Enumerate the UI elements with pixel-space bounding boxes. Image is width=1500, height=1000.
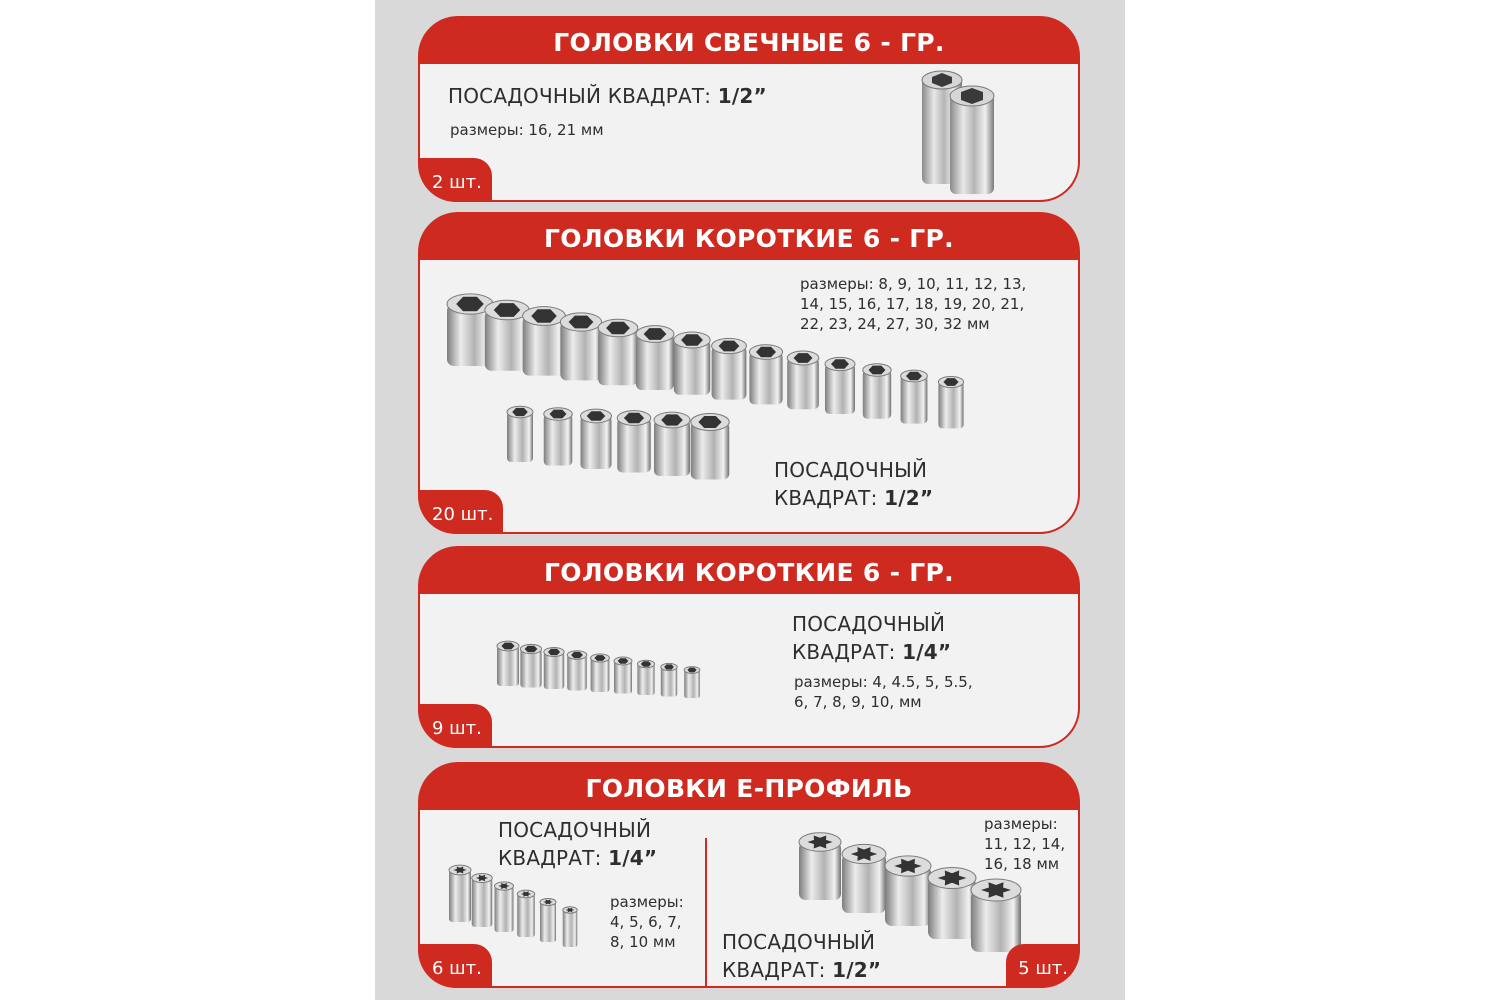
section-divider — [705, 838, 707, 988]
socket-icon — [485, 300, 529, 371]
socket-icon — [544, 408, 573, 466]
section-title: ГОЛОВКИ СВЕЧНЫЕ 6 - ГР. — [553, 28, 945, 57]
section-short-hex-sockets-quarter-inch — [418, 546, 1080, 748]
socket-icon — [799, 833, 841, 900]
section-title: ГОЛОВКИ КОРОТКИЕ 6 - ГР. — [544, 558, 954, 587]
socket-icon — [842, 844, 886, 913]
socket-icon — [691, 414, 730, 480]
socket-icon — [938, 376, 963, 428]
square-spec: ПОСАДОЧНЫЙ КВАДРАТ: 1/4” — [792, 612, 952, 664]
socket-icon — [517, 890, 535, 937]
socket-icon — [674, 332, 710, 395]
socket-icon — [617, 411, 651, 473]
socket-icon — [787, 351, 819, 409]
socket-icon — [863, 364, 891, 419]
socket-icon — [928, 867, 976, 939]
spark-plug-sockets-image — [910, 70, 1020, 198]
left-sizes-text: размеры: 4, 5, 6, 7, 8, 10 мм — [610, 893, 684, 951]
count-badge: 20 шт. — [418, 490, 503, 534]
small-hex-sockets-image — [494, 632, 714, 722]
socket-icon — [520, 644, 541, 687]
section-body — [420, 810, 1078, 986]
socket-icon — [885, 856, 931, 926]
e-profile-small-sockets-image — [446, 856, 596, 956]
socket-icon — [971, 879, 1021, 952]
right-square-spec: ПОСАДОЧНЫЙ КВАДРАТ: 1/2” — [722, 930, 882, 982]
section-title: ГОЛОВКИ КОРОТКИЕ 6 - ГР. — [544, 224, 954, 253]
e-profile-large-sockets-image — [792, 826, 1032, 946]
socket-icon — [560, 313, 601, 380]
socket-icon — [544, 648, 564, 689]
square-spec: ПОСАДОЧНЫЙ КВАДРАТ: 1/2” — [448, 84, 767, 108]
socket-icon — [684, 667, 700, 698]
section-body — [420, 64, 1078, 200]
section-short-hex-sockets-half-inch — [418, 212, 1080, 534]
socket-icon — [581, 409, 612, 469]
right-sizes-text: размеры: 11, 12, 14, 16, 18 мм — [984, 815, 1066, 873]
socket-icon — [825, 357, 855, 414]
section-body — [420, 260, 1078, 532]
count-badge: 9 шт. — [418, 704, 492, 748]
socket-icon — [523, 307, 566, 376]
socket-icon — [636, 326, 674, 390]
socket-icon — [563, 907, 578, 947]
socket-icon — [654, 412, 690, 476]
left-square-spec: ПОСАДОЧНЫЙ КВАДРАТ: 1/4” — [498, 818, 658, 870]
socket-icon — [472, 873, 493, 927]
sizes-text: размеры: 4, 4.5, 5, 5.5, 6, 7, 8, 9, 10, мм — [794, 673, 973, 711]
socket-icon — [567, 651, 587, 691]
sizes-text: размеры: 16, 21 мм — [450, 121, 604, 139]
socket-icon — [598, 319, 638, 385]
sizes-text: размеры: 8, 9, 10, 11, 12, 13, 14, 15, 16, 17, 18, 19, 20, 21, 22, 23, 24, 27, 30, 32 мм — [800, 275, 1027, 333]
section-e-profile-sockets — [418, 762, 1080, 988]
section-spark-plug-sockets — [418, 16, 1080, 202]
socket-icon — [712, 338, 747, 399]
square-spec: ПОСАДОЧНЫЙ КВАДРАТ: 1/2” — [774, 458, 934, 510]
socket-icon — [507, 406, 533, 462]
socket-icon — [591, 654, 610, 692]
socket-icon — [497, 641, 519, 686]
section-body — [420, 594, 1078, 746]
socket-icon — [614, 657, 632, 693]
socket-icon — [540, 898, 556, 942]
section-title: ГОЛОВКИ Е-ПРОФИЛЬ — [585, 774, 913, 803]
left-count-badge: 6 шт. — [418, 944, 492, 988]
socket-icon — [661, 663, 677, 696]
count-badge: 2 шт. — [418, 158, 492, 202]
socket-icon — [449, 865, 471, 922]
socket-icon — [495, 882, 514, 932]
short-hex-sockets-image — [440, 284, 1000, 484]
right-count-badge: 5 шт. — [1006, 944, 1080, 988]
socket-icon — [637, 660, 654, 695]
socket-icon — [901, 370, 928, 423]
socket-icon — [749, 345, 782, 405]
